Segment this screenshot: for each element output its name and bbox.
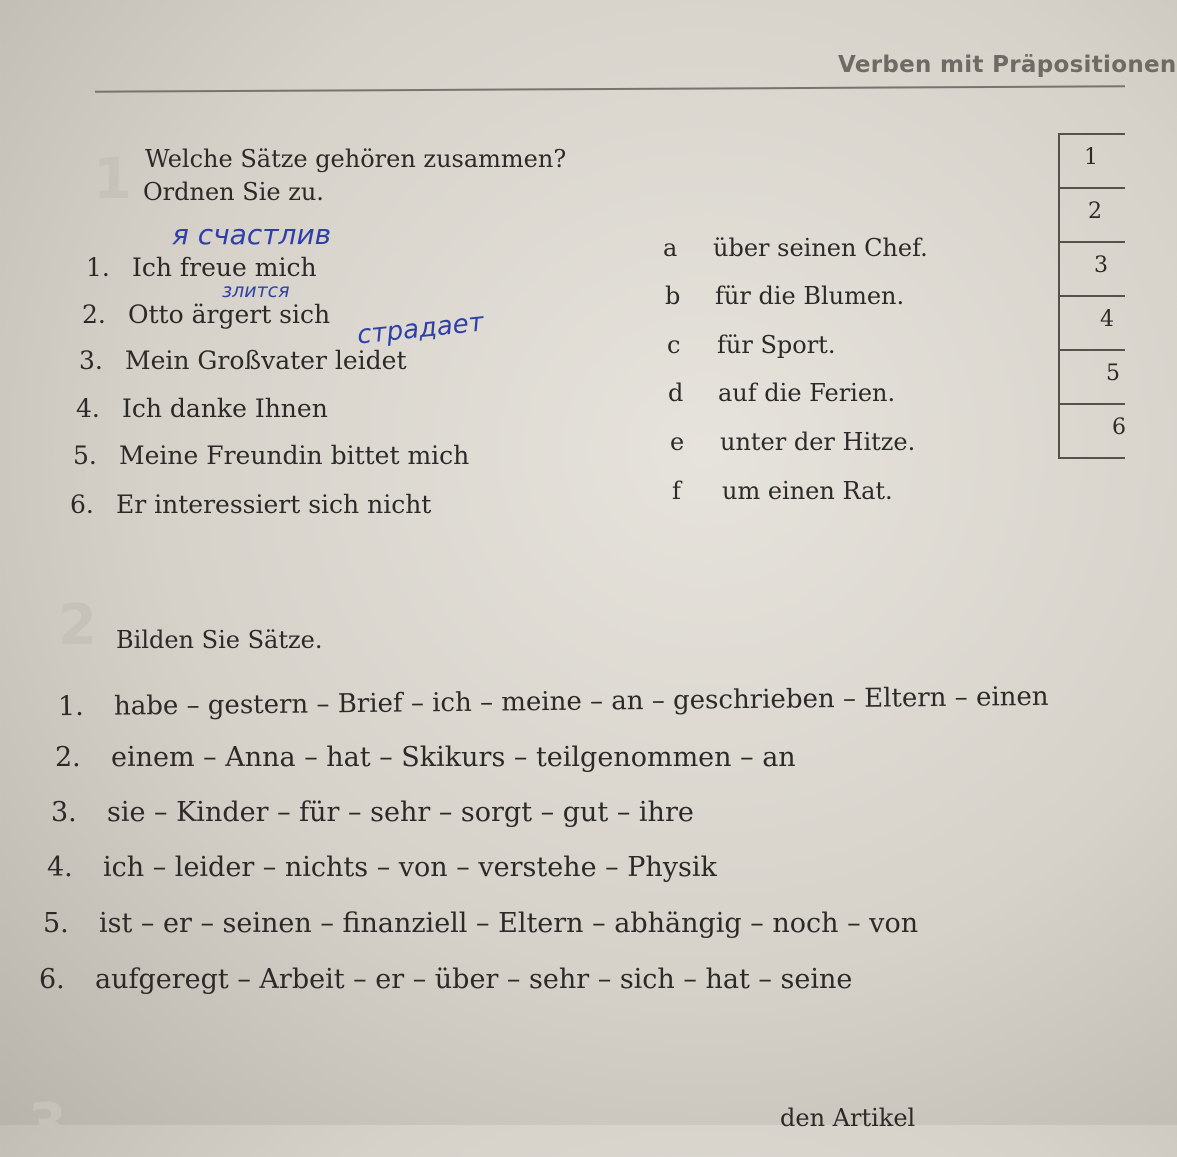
exercise-line xyxy=(39,964,852,995)
item-number: 3. xyxy=(79,346,103,375)
line-number: 6. xyxy=(39,964,65,995)
line-number: 2. xyxy=(55,742,81,773)
answer-cell[interactable]: 6 xyxy=(1058,403,1125,459)
header-rule xyxy=(95,85,1125,92)
item-number: 5. xyxy=(73,441,97,470)
item-number: 1. xyxy=(86,253,110,282)
handwritten-note: я счастлив xyxy=(172,218,332,251)
line-number: 4. xyxy=(47,852,73,883)
ending-letter: f xyxy=(672,477,681,505)
item-number: 4. xyxy=(76,394,100,423)
exercise-line xyxy=(47,852,717,883)
exercise-1-instruction-line-1: Welche Sätze gehören zusammen? xyxy=(145,145,567,173)
exercise-2-instruction: Bilden Sie Sätze. xyxy=(116,626,323,654)
exercise-line xyxy=(51,797,694,828)
handwritten-note: злится xyxy=(222,280,290,302)
exercise-1-instruction-line-2: Ordnen Sie zu. xyxy=(143,178,324,206)
ending-item xyxy=(667,331,835,359)
ending-letter: a xyxy=(663,234,678,262)
line-number: 5. xyxy=(43,908,69,939)
line-text: sie – Kinder – für – sehr – sorgt – gut – ihre xyxy=(107,797,694,828)
answer-cell[interactable]: 2 xyxy=(1058,187,1125,243)
answer-cell[interactable]: 4 xyxy=(1058,295,1125,351)
line-text: einem – Anna – hat – Skikurs – teilgenommen – an xyxy=(111,742,796,773)
exercise-line xyxy=(58,681,1049,722)
ending-text: um einen Rat. xyxy=(722,477,893,505)
item-text: Meine Freundin bittet mich xyxy=(119,441,470,470)
line-text: ich – leider – nichts – von – verstehe – Physik xyxy=(103,852,717,883)
ending-text: unter der Hitze. xyxy=(720,428,916,456)
list-item xyxy=(76,394,328,423)
exercise-3-number: 3 xyxy=(28,1092,67,1157)
answer-cell[interactable]: 5 xyxy=(1058,349,1125,405)
list-item xyxy=(73,441,469,470)
line-number: 3. xyxy=(51,797,77,828)
ending-text: für die Blumen. xyxy=(715,282,905,310)
ending-item xyxy=(665,282,904,310)
exercise-line xyxy=(43,908,918,939)
item-number: 2. xyxy=(82,300,106,329)
ending-text: über seinen Chef. xyxy=(713,234,928,262)
ending-item xyxy=(670,428,915,456)
list-item xyxy=(70,490,431,519)
ending-text: auf die Ferien. xyxy=(718,379,896,407)
item-text: Ich danke Ihnen xyxy=(122,394,328,423)
item-text: Mein Großvater leidet xyxy=(125,346,407,375)
ending-item xyxy=(668,379,895,407)
exercise-line xyxy=(55,742,796,773)
answer-grid xyxy=(1058,135,1125,459)
ending-letter: d xyxy=(668,379,684,407)
exercise-2-number: 2 xyxy=(58,593,97,658)
ending-letter: e xyxy=(670,428,685,456)
ending-item xyxy=(672,477,893,505)
line-text: aufgeregt – Arbeit – er – über – sehr – sich – hat – seine xyxy=(95,964,853,995)
ending-letter: c xyxy=(667,331,681,359)
ending-item xyxy=(663,234,928,262)
answer-cell[interactable]: 3 xyxy=(1058,241,1125,297)
line-text: ist – er – seinen – finanziell – Eltern – abhängig – noch – von xyxy=(99,908,919,939)
line-number: 1. xyxy=(57,690,84,723)
ending-letter: b xyxy=(665,282,681,310)
item-number: 6. xyxy=(70,490,94,519)
item-text: Er interessiert sich nicht xyxy=(116,490,432,519)
line-text: habe – gestern – Brief – ich – meine – an – geschrieben – Eltern – einen xyxy=(113,681,1049,722)
ending-text: für Sport. xyxy=(717,331,836,359)
list-item xyxy=(86,253,317,282)
page-header-title: Verben mit Präpositionen xyxy=(838,52,1177,78)
list-item xyxy=(79,346,407,375)
item-text: Ich freue mich xyxy=(132,253,317,282)
exercise-1-number: 1 xyxy=(93,147,132,212)
exercise-3-partial-text: den Artikel xyxy=(780,1104,916,1132)
list-item xyxy=(82,300,330,329)
handwritten-note: страдает xyxy=(355,307,486,351)
answer-cell[interactable]: 1 xyxy=(1058,133,1125,189)
item-text: Otto ärgert sich xyxy=(128,300,331,329)
